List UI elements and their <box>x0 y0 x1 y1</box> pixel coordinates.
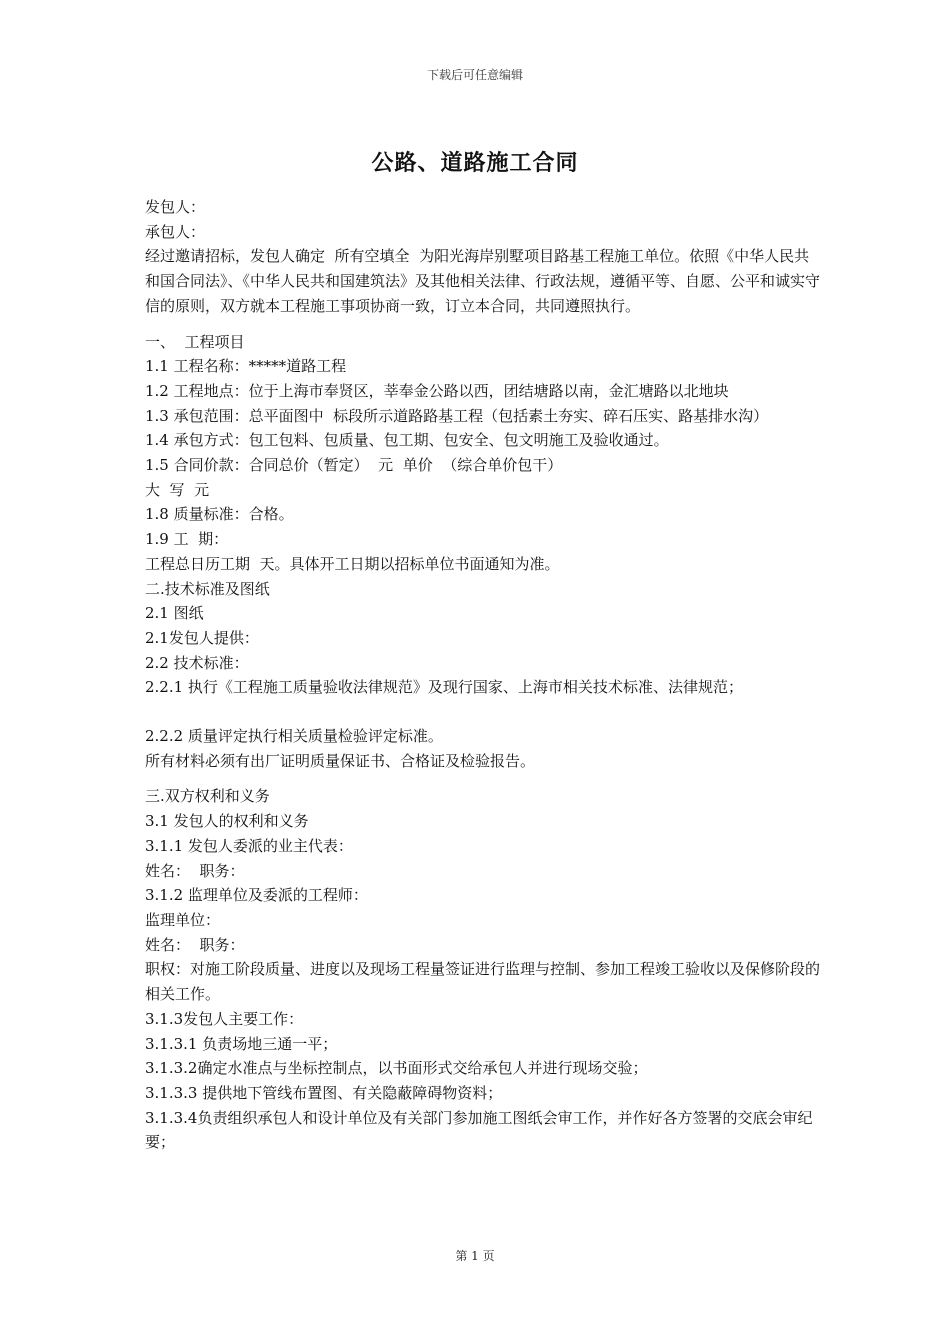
clause-1-8: 1.8 质量标准：合格。 <box>145 505 294 524</box>
clause-3-1-2: 3.1.2 监理单位及委派的工程师： <box>145 886 368 905</box>
clause-2-2-2: 2.2.2 质量评定执行相关质量检验评定标准。 <box>145 727 443 746</box>
clause-3-1-3-2: 3.1.3.2确定水准点与坐标控制点，以书面形式交给承包人并进行现场交验； <box>145 1059 648 1078</box>
section-heading-3: 三.双方权利和义务 <box>145 787 270 806</box>
supervision-unit: 监理单位： <box>145 910 221 929</box>
owner-rep-name-title: 姓名： 职务： <box>145 861 245 880</box>
clause-2-2: 2.2 技术标准： <box>145 653 249 672</box>
engineer-authority: 职权：对施工阶段质量、进度以及现场工程量签证进行监理与控制、参加工程竣工验收以及保修阶段的相关工作。 <box>145 960 821 1004</box>
construction-period: 工程总日历工期 天。具体开工日期以招标单位书面通知为准。 <box>145 554 560 573</box>
clause-2-2-1: 2.2.1 执行《工程施工质量验收法律规范》及现行国家、上海市相关技术标准、法律规范； <box>145 678 743 697</box>
party-b-line: 承包人： <box>145 222 206 241</box>
clause-3-1-3-3: 3.1.3.3 提供地下管线布置图、有关隐蔽障碍物资料； <box>145 1083 503 1102</box>
engineer-name-title: 姓名： 职务： <box>145 935 245 954</box>
document-title: 公路、道路施工合同 <box>371 150 579 176</box>
section-heading-1: 一、 工程项目 <box>145 332 245 351</box>
clause-1-4: 1.4 承包方式：包工包料、包质量、包工期、包安全、包文明施工及验收通过。 <box>145 431 669 450</box>
clause-1-9: 1.9 工 期： <box>145 530 229 549</box>
page-header: 下载后可任意编辑 <box>426 68 523 82</box>
clause-1-3: 1.3 承包范围：总平面图中 标段所示道路路基工程（包括素土夯实、碎石压实、路基排水沟） <box>145 406 769 425</box>
clause-3-1: 3.1 发包人的权利和义务 <box>145 812 309 831</box>
clause-2-1-provider: 2.1发包人提供： <box>145 628 259 647</box>
clause-2-1: 2.1 图纸 <box>145 604 204 623</box>
clause-3-1-3-1: 3.1.3.1 负责场地三通一平； <box>145 1034 338 1053</box>
clause-3-1-3-4: 3.1.3.4负责组织承包人和设计单位及有关部门参加施工图纸会审工作，并作好各方签署的交底会审纪要； <box>145 1108 813 1152</box>
section-heading-2: 二.技术标准及图纸 <box>145 579 270 598</box>
clause-1-1: 1.1 工程名称：*****道路工程 <box>145 357 347 376</box>
clause-3-1-1: 3.1.1 发包人委派的业主代表： <box>145 836 353 855</box>
preamble-paragraph: 经过邀请招标，发包人确定 所有空填全 为阳光海岸别墅项目路基工程施工单位。依照《中华人民共和国合同法》、《中华人民共和国建筑法》及其他相关法律、行政法规，遵循平等、自愿、公平和诚实守信的原则，双方就本工程施工事项协商一致，订立本合同，共同遵照执行。 <box>145 247 821 315</box>
party-a-line: 发包人： <box>145 198 206 216</box>
contract-body <box>145 195 820 1155</box>
page-number: 第 1 页 <box>455 1249 495 1263</box>
materials-certificate-line: 所有材料必须有出厂证明质量保证书、合格证及检验报告。 <box>145 751 536 770</box>
amount-in-words: 大 写 元 <box>145 480 210 499</box>
clause-1-2: 1.2 工程地点：位于上海市奉贤区，莘奉金公路以西，团结塘路以南，金汇塘路以北地块 <box>145 381 729 400</box>
clause-3-1-3: 3.1.3发包人主要工作： <box>145 1009 304 1028</box>
clause-1-5: 1.5 合同价款：合同总价（暂定） 元 单价 （综合单价包干） <box>145 456 563 475</box>
